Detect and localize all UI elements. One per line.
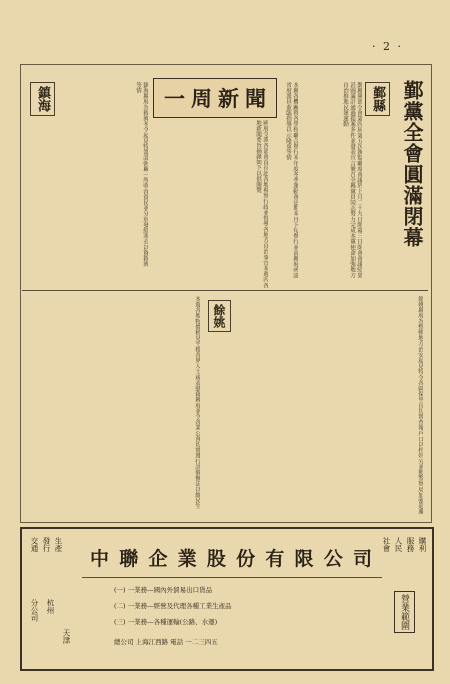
ad-title-char: 限 <box>294 547 314 570</box>
page-number: · 2 · <box>372 40 403 53</box>
ad-title-char: 份 <box>236 547 256 570</box>
news-head-char: 新 <box>218 86 239 111</box>
ad-left-text: 天津 <box>62 629 71 644</box>
extra-article: 本週各地物價稍見平穩各界人士咸表慰藉縣府並令各業公會切實遵行評價辦法以維民生 <box>194 296 200 509</box>
section-divider <box>22 290 428 291</box>
ad-divider <box>82 577 382 578</box>
news-head-char: 周 <box>191 86 212 111</box>
ad-business-line: (三) 一業務—各種運輸(公路、水運) <box>114 618 218 626</box>
ad-right-text: 服務 <box>406 537 415 552</box>
ad-left-text: 分公司 <box>30 599 39 622</box>
ad-title-char: 司 <box>352 547 372 570</box>
ad-title-char: 股 <box>206 547 226 570</box>
ad-company-name <box>90 543 372 571</box>
ad-right-text: 購利 <box>418 537 427 552</box>
company-ad <box>20 527 434 671</box>
ad-title-char: 公 <box>323 547 343 570</box>
yin-article: 本縣各機關暨各學校聯合舉行本年度冬季運動會定期本月下旬舉行並由縣府函請省府派員蒞臨指導以示隆重等情 <box>285 82 298 278</box>
ad-left-text: 發行 <box>42 537 51 552</box>
ad-right-text: 社會 <box>382 537 391 552</box>
yin-county-head: 鄞縣 <box>365 82 390 116</box>
zhenhai-head: 鎮海 <box>30 82 55 116</box>
ad-contact-line: 總公司 上海江西路 電話 一二三四五 <box>114 638 218 646</box>
ad-title-char: 聯 <box>119 547 139 570</box>
news-head-char: 聞 <box>245 86 266 111</box>
ad-title-char: 業 <box>177 547 197 570</box>
party-article: 鄞縣黨部全會第四屆第五次執監聯席會議於上月二十九日開幕三日閉會會議結果甚圓滿計通過提案多件並發表宣言號召全縣黨員同志努力完成本黨使命加強地方自治推進民眾運動 <box>342 82 362 278</box>
ad-left-text: 杭州 <box>46 599 55 614</box>
ad-left-text: 生產 <box>54 537 63 552</box>
week-news-article: 國府令派各部會首長赴各地視察行政並督導各地方自治事宜本週內各地新聞要旨摘錄如下以供閱覽 <box>255 120 268 288</box>
zhenhai-article: 鎮海縣府為救濟冬令起見特籌設粥廠一所收容貧民並分別發給寒衣以資救濟等情 <box>135 82 148 267</box>
yuyao-head: 餘姚 <box>208 300 231 332</box>
ad-left-text: 交通 <box>30 537 39 552</box>
ad-business-line: (二) 一業務—經營及代理各種工業生產品 <box>114 602 232 610</box>
main-title: 鄞黨全會圓滿閉幕 <box>400 80 424 248</box>
ad-right-text: 人民 <box>394 537 403 552</box>
ad-title-char: 企 <box>148 547 168 570</box>
news-headline <box>153 78 277 118</box>
news-head-char: 一 <box>164 86 185 111</box>
ad-title-char: 中 <box>90 547 110 570</box>
ad-title-char: 有 <box>265 547 285 570</box>
yuyao-article: 餘姚縣府為整頓地方治安起見特令各區保甲長切實查報戶口以杜奸宄並飭警察局加強巡邏 <box>417 296 423 515</box>
ad-business-line: (一) 一業務—國內外貿易出口貨品 <box>114 586 213 594</box>
ad-badge: 營業範圍 <box>394 591 415 633</box>
